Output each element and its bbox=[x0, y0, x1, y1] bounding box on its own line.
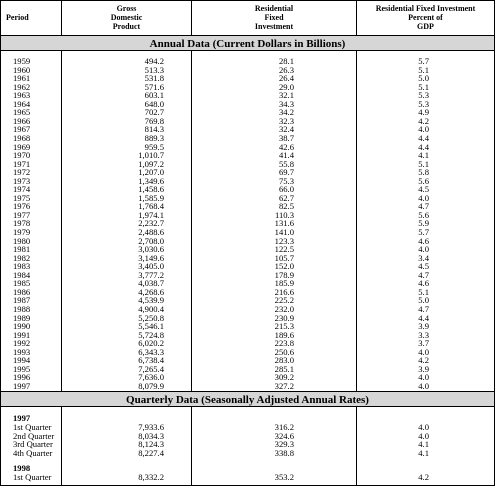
cell-gdp: 1,974.1 bbox=[138, 209, 164, 220]
cell-rfi: 225.2 bbox=[274, 295, 294, 306]
cell-gdp: 8,332.2 bbox=[138, 472, 164, 482]
cell-period: 1985 bbox=[13, 278, 31, 289]
cell-gdp: 4,539.9 bbox=[138, 295, 164, 306]
header-pct-line: GDP bbox=[417, 22, 434, 32]
header-period: Period bbox=[6, 13, 29, 22]
cell-period: 1964 bbox=[13, 98, 31, 109]
cell-gdp: 889.3 bbox=[144, 132, 164, 143]
cell-pct: 5.6 bbox=[418, 209, 429, 220]
cell-pct: 4.7 bbox=[418, 201, 429, 212]
cell-pct: 4.4 bbox=[418, 132, 429, 143]
cell-gdp: 531.8 bbox=[144, 73, 164, 84]
cell-gdp: 5,546.1 bbox=[138, 321, 164, 332]
cell-rfi: 230.9 bbox=[274, 312, 294, 323]
header-pct bbox=[356, 1, 494, 35]
header-rfi-line: Fixed bbox=[264, 13, 284, 23]
cell-pct: 5.3 bbox=[418, 98, 429, 109]
cell-period: 1967 bbox=[13, 124, 31, 135]
cell-period: 1st Quarter bbox=[13, 472, 52, 482]
year-label-1998: 1998 bbox=[13, 463, 31, 473]
cell-rfi: 250.6 bbox=[274, 346, 294, 357]
cell-pct: 3.4 bbox=[418, 252, 429, 263]
cell-rfi: 185.9 bbox=[274, 278, 294, 289]
cell-pct: 3.7 bbox=[418, 338, 429, 349]
cell-period: 1975 bbox=[13, 192, 31, 203]
header-pct-line: Residential Fixed Investment bbox=[375, 4, 476, 13]
cell-gdp: 2,232.7 bbox=[138, 218, 164, 229]
cell-period: 1970 bbox=[13, 150, 31, 161]
cell-rfi: 32.3 bbox=[278, 115, 294, 126]
cell-period: 1993 bbox=[13, 346, 31, 357]
cell-gdp: 5,250.8 bbox=[138, 312, 164, 323]
cell-gdp: 1,097.2 bbox=[138, 158, 164, 169]
cell-period: 1963 bbox=[13, 90, 31, 101]
cell-period: 1974 bbox=[13, 184, 31, 195]
cell-pct: 4.2 bbox=[418, 472, 429, 482]
cell-gdp: 3,777.2 bbox=[138, 269, 164, 280]
cell-pct: 4.1 bbox=[418, 447, 429, 458]
cell-pct: 3.9 bbox=[418, 321, 429, 332]
cell-gdp: 8,227.4 bbox=[138, 447, 164, 458]
cell-gdp: 1,207.0 bbox=[138, 167, 164, 178]
cell-gdp: 603.1 bbox=[144, 90, 164, 101]
cell-pct: 4.5 bbox=[418, 184, 429, 195]
cell-rfi: 215.3 bbox=[274, 321, 294, 332]
header-pct-line: Percent of bbox=[408, 13, 443, 23]
cell-pct: 4.2 bbox=[418, 355, 429, 366]
quarterly-section-title: Quarterly Data (Seasonally Adjusted Annual Rates) bbox=[1, 391, 494, 407]
cell-period: 1992 bbox=[13, 338, 31, 349]
cell-period: 1973 bbox=[13, 175, 31, 186]
cell-period: 1966 bbox=[13, 115, 31, 126]
cell-period: 1st Quarter bbox=[13, 422, 52, 432]
cell-gdp: 4,038.7 bbox=[138, 278, 164, 289]
cell-pct: 4.7 bbox=[418, 303, 429, 314]
cell-rfi: 327.2 bbox=[274, 380, 294, 391]
cell-period: 1997 bbox=[13, 380, 31, 391]
cell-gdp: 513.3 bbox=[144, 64, 164, 75]
cell-pct: 4.0 bbox=[418, 380, 429, 391]
cell-period: 1978 bbox=[13, 218, 31, 229]
cell-gdp: 959.5 bbox=[144, 141, 164, 152]
cell-gdp: 814.3 bbox=[144, 124, 164, 135]
cell-rfi: 28.1 bbox=[278, 56, 294, 66]
cell-gdp: 7,265.4 bbox=[138, 363, 164, 374]
cell-rfi: 69.7 bbox=[278, 167, 294, 178]
cell-pct: 4.0 bbox=[418, 422, 429, 432]
cell-period: 1976 bbox=[13, 201, 31, 212]
cell-period: 1972 bbox=[13, 167, 31, 178]
cell-pct: 4.1 bbox=[418, 150, 429, 161]
cell-pct: 5.0 bbox=[418, 295, 429, 306]
cell-period: 1962 bbox=[13, 81, 31, 92]
cell-pct: 5.7 bbox=[418, 56, 429, 66]
cell-rfi: 34.3 bbox=[278, 98, 294, 109]
cell-pct: 5.1 bbox=[418, 286, 429, 297]
cell-rfi: 42.6 bbox=[278, 141, 294, 152]
cell-period: 4th Quarter bbox=[13, 447, 53, 458]
cell-pct: 5.8 bbox=[418, 167, 429, 178]
cell-period: 1984 bbox=[13, 269, 31, 280]
cell-rfi: 62.7 bbox=[278, 192, 294, 203]
cell-pct: 4.7 bbox=[418, 269, 429, 280]
cell-period: 1990 bbox=[13, 321, 31, 332]
cell-gdp: 769.8 bbox=[144, 115, 164, 126]
cell-period: 1961 bbox=[13, 73, 31, 84]
cell-gdp: 1,768.4 bbox=[138, 201, 164, 212]
cell-pct: 5.1 bbox=[418, 158, 429, 169]
cell-rfi: 82.5 bbox=[278, 201, 294, 212]
cell-rfi: 38.7 bbox=[278, 132, 294, 143]
cell-period: 1996 bbox=[13, 372, 31, 383]
cell-gdp: 571.6 bbox=[144, 81, 164, 92]
cell-gdp: 6,020.2 bbox=[138, 338, 164, 349]
cell-pct: 4.6 bbox=[418, 235, 429, 246]
cell-pct: 4.0 bbox=[418, 192, 429, 203]
cell-gdp: 6,738.4 bbox=[138, 355, 164, 366]
header-gdp-line: Product bbox=[112, 22, 141, 32]
cell-gdp: 3,149.6 bbox=[138, 252, 164, 263]
annual-section-title: Annual Data (Current Dollars in Billions) bbox=[1, 35, 494, 51]
cell-period: 1995 bbox=[13, 363, 31, 374]
header-rfi-line: Investment bbox=[254, 22, 294, 32]
cell-period: 2nd Quarter bbox=[13, 430, 55, 441]
cell-rfi: 309.2 bbox=[274, 372, 294, 383]
cell-period: 1959 bbox=[13, 56, 31, 66]
cell-rfi: 41.4 bbox=[278, 150, 294, 161]
cell-pct: 4.4 bbox=[418, 141, 429, 152]
header-rfi bbox=[191, 1, 356, 35]
table-header bbox=[1, 1, 494, 36]
cell-period: 1971 bbox=[13, 158, 31, 169]
cell-pct: 4.0 bbox=[418, 430, 429, 441]
cell-rfi: 324.6 bbox=[274, 430, 294, 441]
cell-rfi: 152.0 bbox=[274, 261, 294, 272]
cell-rfi: 283.0 bbox=[274, 355, 294, 366]
table-row bbox=[1, 473, 494, 483]
header-rfi-line: Residential bbox=[254, 4, 294, 13]
cell-period: 1994 bbox=[13, 355, 31, 366]
cell-rfi: 105.7 bbox=[274, 252, 294, 263]
cell-period: 1965 bbox=[13, 107, 31, 118]
cell-pct: 4.1 bbox=[418, 439, 429, 450]
cell-rfi: 75.3 bbox=[278, 175, 294, 186]
cell-period: 1986 bbox=[13, 286, 31, 297]
cell-rfi: 122.5 bbox=[274, 244, 294, 255]
cell-gdp: 7,933.6 bbox=[138, 422, 164, 432]
cell-pct: 4.2 bbox=[418, 115, 429, 126]
cell-period: 1987 bbox=[13, 295, 31, 306]
cell-gdp: 8,034.3 bbox=[138, 430, 164, 441]
header-gdp-line: Gross bbox=[116, 4, 137, 13]
cell-rfi: 26.3 bbox=[278, 64, 294, 75]
cell-pct: 5.3 bbox=[418, 90, 429, 101]
cell-pct: 4.0 bbox=[418, 244, 429, 255]
cell-gdp: 2,708.0 bbox=[138, 235, 164, 246]
cell-gdp: 5,724.8 bbox=[138, 329, 164, 340]
cell-pct: 4.0 bbox=[418, 346, 429, 357]
cell-pct: 4.6 bbox=[418, 278, 429, 289]
cell-period: 3rd Quarter bbox=[13, 439, 53, 450]
cell-pct: 5.1 bbox=[418, 64, 429, 75]
cell-rfi: 29.0 bbox=[278, 81, 294, 92]
cell-period: 1988 bbox=[13, 303, 31, 314]
cell-rfi: 329.3 bbox=[274, 439, 294, 450]
cell-rfi: 216.6 bbox=[274, 286, 294, 297]
cell-period: 1982 bbox=[13, 252, 31, 263]
cell-pct: 4.5 bbox=[418, 261, 429, 272]
cell-gdp: 3,030.6 bbox=[138, 244, 164, 255]
cell-gdp: 702.7 bbox=[144, 107, 164, 118]
cell-gdp: 1,010.7 bbox=[138, 150, 164, 161]
cell-rfi: 232.0 bbox=[274, 303, 294, 314]
header-gdp bbox=[61, 1, 191, 35]
cell-period: 1969 bbox=[13, 141, 31, 152]
cell-pct: 5.1 bbox=[418, 81, 429, 92]
cell-gdp: 1,585.9 bbox=[138, 192, 164, 203]
cell-gdp: 6,343.3 bbox=[138, 346, 164, 357]
header-gdp-line: Domestic bbox=[110, 13, 143, 23]
cell-pct: 4.4 bbox=[418, 312, 429, 323]
cell-period: 1983 bbox=[13, 261, 31, 272]
table-row bbox=[1, 382, 494, 392]
cell-rfi: 32.1 bbox=[278, 90, 294, 101]
cell-pct: 4.0 bbox=[418, 124, 429, 135]
cell-rfi: 338.8 bbox=[274, 447, 294, 458]
cell-gdp: 8,079.9 bbox=[138, 380, 164, 391]
cell-rfi: 189.6 bbox=[274, 329, 294, 340]
cell-gdp: 3,405.0 bbox=[138, 261, 164, 272]
cell-rfi: 223.8 bbox=[274, 338, 294, 349]
cell-pct: 3.3 bbox=[418, 329, 429, 340]
cell-pct: 5.7 bbox=[418, 227, 429, 237]
cell-rfi: 131.6 bbox=[274, 218, 294, 229]
cell-rfi: 178.9 bbox=[274, 269, 294, 280]
cell-pct: 4.0 bbox=[418, 372, 429, 383]
cell-rfi: 32.4 bbox=[278, 124, 294, 135]
year-label-1997: 1997 bbox=[13, 413, 31, 423]
cell-rfi: 66.0 bbox=[278, 184, 294, 195]
cell-gdp: 7,636.0 bbox=[138, 372, 164, 383]
cell-gdp: 648.0 bbox=[144, 98, 164, 109]
cell-gdp: 2,488.6 bbox=[138, 227, 164, 237]
cell-rfi: 123.3 bbox=[274, 235, 294, 246]
cell-pct: 5.6 bbox=[418, 175, 429, 186]
cell-period: 1991 bbox=[13, 329, 31, 340]
cell-rfi: 353.2 bbox=[274, 472, 294, 482]
cell-rfi: 110.3 bbox=[274, 209, 294, 220]
cell-rfi: 55.8 bbox=[278, 158, 294, 169]
cell-period: 1980 bbox=[13, 235, 31, 246]
cell-gdp: 1,458.6 bbox=[138, 184, 164, 195]
cell-gdp: 8,124.3 bbox=[138, 439, 164, 450]
cell-rfi: 34.2 bbox=[278, 107, 294, 118]
cell-period: 1960 bbox=[13, 64, 31, 75]
cell-rfi: 316.2 bbox=[274, 422, 294, 432]
cell-gdp: 1,349.6 bbox=[138, 175, 164, 186]
cell-gdp: 494.2 bbox=[144, 56, 164, 66]
table-row bbox=[1, 449, 494, 459]
cell-period: 1989 bbox=[13, 312, 31, 323]
cell-rfi: 141.0 bbox=[274, 227, 294, 237]
cell-pct: 5.0 bbox=[418, 73, 429, 84]
cell-pct: 5.9 bbox=[418, 218, 429, 229]
cell-period: 1968 bbox=[13, 132, 31, 143]
cell-gdp: 4,268.6 bbox=[138, 286, 164, 297]
cell-pct: 4.9 bbox=[418, 107, 429, 118]
cell-rfi: 26.4 bbox=[278, 73, 294, 84]
cell-pct: 3.9 bbox=[418, 363, 429, 374]
cell-rfi: 285.1 bbox=[274, 363, 294, 374]
cell-period: 1977 bbox=[13, 209, 31, 220]
cell-gdp: 4,900.4 bbox=[138, 303, 164, 314]
cell-period: 1979 bbox=[13, 227, 31, 237]
cell-period: 1981 bbox=[13, 244, 31, 255]
